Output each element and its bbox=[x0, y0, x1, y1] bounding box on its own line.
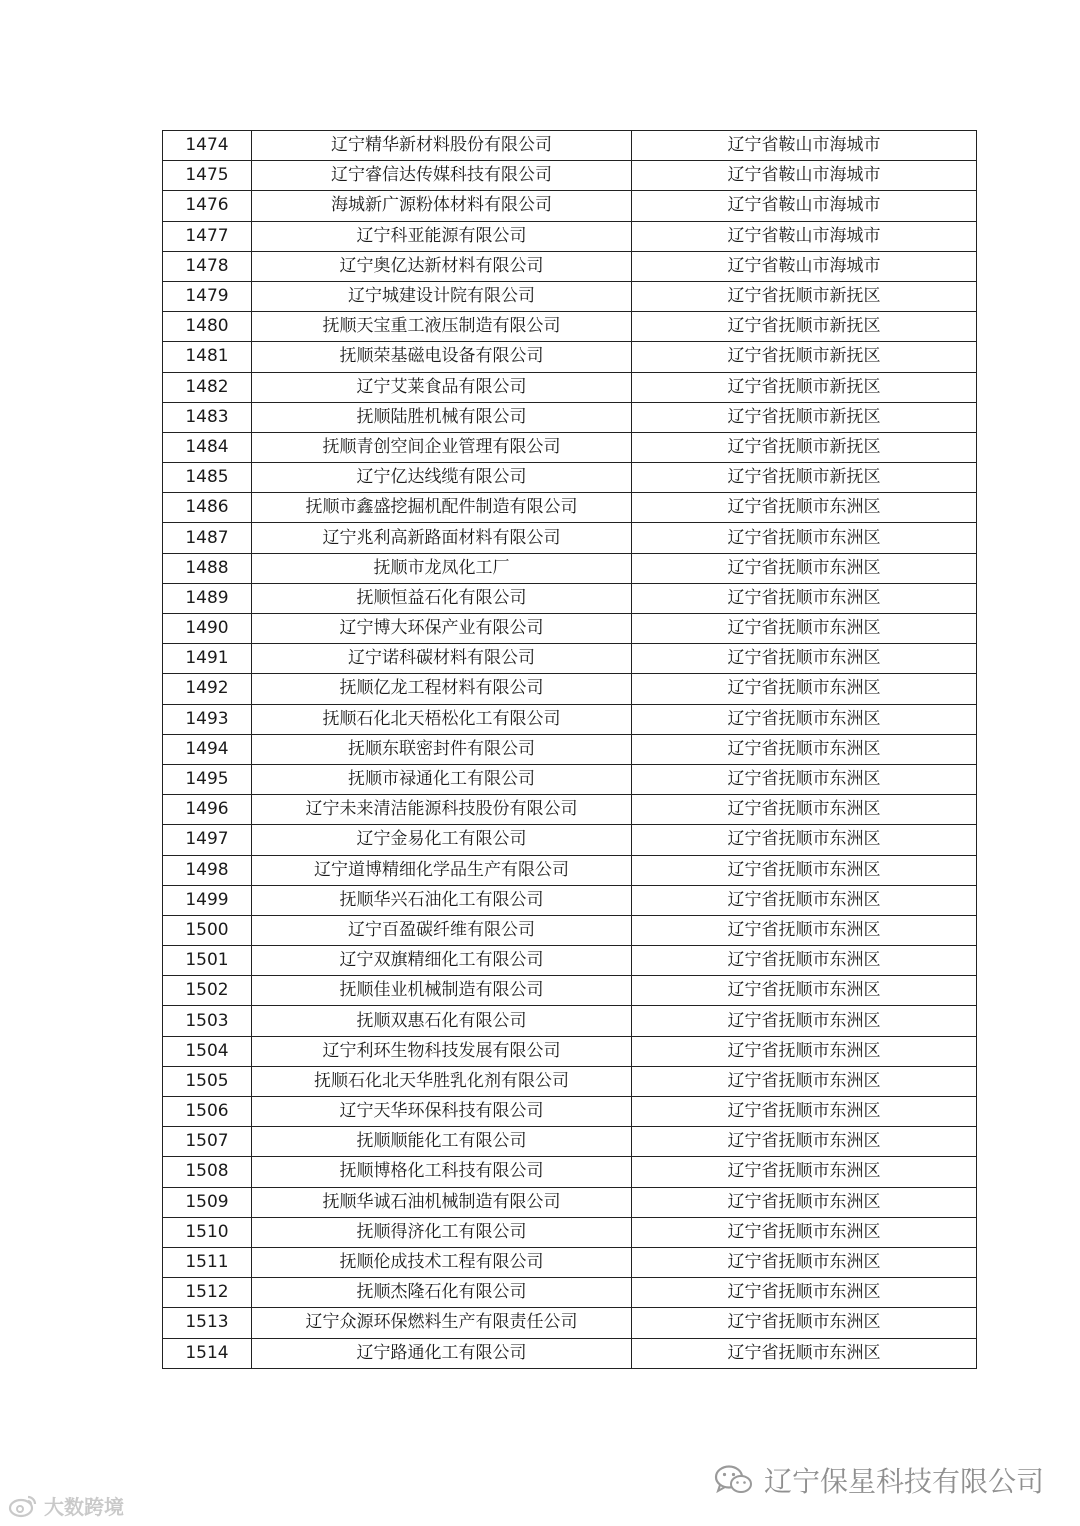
row-number-cell: 1495 bbox=[163, 764, 252, 794]
location-cell: 辽宁省抚顺市新抚区 bbox=[632, 432, 977, 462]
watermark-right bbox=[714, 1460, 1044, 1500]
company-name-cell: 辽宁兆利高新路面材料有限公司 bbox=[252, 523, 632, 553]
table-row bbox=[163, 795, 977, 825]
row-number-cell: 1497 bbox=[163, 825, 252, 855]
location-cell: 辽宁省抚顺市新抚区 bbox=[632, 312, 977, 342]
location-cell: 辽宁省抚顺市东洲区 bbox=[632, 1066, 977, 1096]
company-name-cell: 辽宁金易化工有限公司 bbox=[252, 825, 632, 855]
location-cell: 辽宁省鞍山市海城市 bbox=[632, 191, 977, 221]
company-name-cell: 抚顺市禄通化工有限公司 bbox=[252, 764, 632, 794]
row-number-cell: 1504 bbox=[163, 1036, 252, 1066]
table-row bbox=[163, 1157, 977, 1187]
table-row bbox=[163, 1187, 977, 1217]
table-row bbox=[163, 976, 977, 1006]
row-number-cell: 1514 bbox=[163, 1338, 252, 1368]
location-cell: 辽宁省抚顺市东洲区 bbox=[632, 1006, 977, 1036]
row-number-cell: 1494 bbox=[163, 734, 252, 764]
location-cell: 辽宁省抚顺市东洲区 bbox=[632, 1217, 977, 1247]
row-number-cell: 1479 bbox=[163, 281, 252, 311]
location-cell: 辽宁省抚顺市东洲区 bbox=[632, 1278, 977, 1308]
row-number-cell: 1482 bbox=[163, 372, 252, 402]
row-number-cell: 1478 bbox=[163, 251, 252, 281]
company-name-cell: 辽宁百盈碳纤维有限公司 bbox=[252, 915, 632, 945]
watermark-right-text: 辽宁保星科技有限公司 bbox=[763, 1465, 1044, 1498]
row-number-cell: 1487 bbox=[163, 523, 252, 553]
company-name-cell: 抚顺华兴石油化工有限公司 bbox=[252, 885, 632, 915]
location-cell: 辽宁省抚顺市东洲区 bbox=[632, 674, 977, 704]
company-name-cell: 辽宁道博精细化学品生产有限公司 bbox=[252, 855, 632, 885]
table-row bbox=[163, 1006, 977, 1036]
company-name-cell: 抚顺石化北天华胜乳化剂有限公司 bbox=[252, 1066, 632, 1096]
row-number-cell: 1490 bbox=[163, 614, 252, 644]
company-name-cell: 辽宁天华环保科技有限公司 bbox=[252, 1097, 632, 1127]
row-number-cell: 1500 bbox=[163, 915, 252, 945]
location-cell: 辽宁省鞍山市海城市 bbox=[632, 131, 977, 161]
table-row bbox=[163, 614, 977, 644]
company-name-cell: 辽宁奥亿达新材料有限公司 bbox=[252, 251, 632, 281]
location-cell: 辽宁省抚顺市东洲区 bbox=[632, 1127, 977, 1157]
row-number-cell: 1481 bbox=[163, 342, 252, 372]
row-number-cell: 1498 bbox=[163, 855, 252, 885]
table-row bbox=[163, 523, 977, 553]
row-number-cell: 1507 bbox=[163, 1127, 252, 1157]
location-cell: 辽宁省抚顺市东洲区 bbox=[632, 583, 977, 613]
table-row bbox=[163, 1217, 977, 1247]
location-cell: 辽宁省抚顺市新抚区 bbox=[632, 402, 977, 432]
table-row bbox=[163, 734, 977, 764]
row-number-cell: 1474 bbox=[163, 131, 252, 161]
company-name-cell: 抚顺双惠石化有限公司 bbox=[252, 1006, 632, 1036]
company-name-cell: 辽宁路通化工有限公司 bbox=[252, 1338, 632, 1368]
row-number-cell: 1508 bbox=[163, 1157, 252, 1187]
company-name-cell: 辽宁科亚能源有限公司 bbox=[252, 221, 632, 251]
company-name-cell: 抚顺得济化工有限公司 bbox=[252, 1217, 632, 1247]
company-name-cell: 辽宁亿达线缆有限公司 bbox=[252, 463, 632, 493]
company-name-cell: 辽宁众源环保燃料生产有限责任公司 bbox=[252, 1308, 632, 1338]
company-name-cell: 辽宁双旗精细化工有限公司 bbox=[252, 946, 632, 976]
row-number-cell: 1499 bbox=[163, 885, 252, 915]
row-number-cell: 1501 bbox=[163, 946, 252, 976]
company-name-cell: 抚顺顺能化工有限公司 bbox=[252, 1127, 632, 1157]
location-cell: 辽宁省抚顺市东洲区 bbox=[632, 1247, 977, 1277]
watermark-left bbox=[8, 1491, 124, 1520]
location-cell: 辽宁省鞍山市海城市 bbox=[632, 221, 977, 251]
location-cell: 辽宁省抚顺市东洲区 bbox=[632, 795, 977, 825]
company-name-cell: 辽宁诺科碳材料有限公司 bbox=[252, 644, 632, 674]
location-cell: 辽宁省抚顺市东洲区 bbox=[632, 704, 977, 734]
location-cell: 辽宁省抚顺市东洲区 bbox=[632, 734, 977, 764]
row-number-cell: 1509 bbox=[163, 1187, 252, 1217]
location-cell: 辽宁省抚顺市东洲区 bbox=[632, 493, 977, 523]
table-row bbox=[163, 825, 977, 855]
table-row bbox=[163, 1308, 977, 1338]
row-number-cell: 1512 bbox=[163, 1278, 252, 1308]
table-row bbox=[163, 915, 977, 945]
table-row bbox=[163, 432, 977, 462]
company-name-cell: 抚顺市龙凤化工厂 bbox=[252, 553, 632, 583]
table-row bbox=[163, 372, 977, 402]
table-row bbox=[163, 1036, 977, 1066]
company-name-cell: 海城新广源粉体材料有限公司 bbox=[252, 191, 632, 221]
table-row bbox=[163, 221, 977, 251]
table-row bbox=[163, 191, 977, 221]
company-name-cell: 辽宁睿信达传媒科技有限公司 bbox=[252, 161, 632, 191]
row-number-cell: 1489 bbox=[163, 583, 252, 613]
location-cell: 辽宁省抚顺市新抚区 bbox=[632, 281, 977, 311]
row-number-cell: 1510 bbox=[163, 1217, 252, 1247]
table-row bbox=[163, 674, 977, 704]
row-number-cell: 1476 bbox=[163, 191, 252, 221]
row-number-cell: 1486 bbox=[163, 493, 252, 523]
company-name-cell: 抚顺市鑫盛挖掘机配件制造有限公司 bbox=[252, 493, 632, 523]
table-row bbox=[163, 1066, 977, 1096]
table-row bbox=[163, 1247, 977, 1277]
table-row bbox=[163, 161, 977, 191]
row-number-cell: 1506 bbox=[163, 1097, 252, 1127]
company-name-cell: 抚顺青创空间企业管理有限公司 bbox=[252, 432, 632, 462]
company-name-cell: 辽宁博大环保产业有限公司 bbox=[252, 614, 632, 644]
company-name-cell: 抚顺杰隆石化有限公司 bbox=[252, 1278, 632, 1308]
location-cell: 辽宁省抚顺市东洲区 bbox=[632, 946, 977, 976]
table-row bbox=[163, 1127, 977, 1157]
location-cell: 辽宁省抚顺市东洲区 bbox=[632, 644, 977, 674]
table-row bbox=[163, 281, 977, 311]
company-name-cell: 抚顺佳业机械制造有限公司 bbox=[252, 976, 632, 1006]
table-row bbox=[163, 885, 977, 915]
table-row bbox=[163, 493, 977, 523]
location-cell: 辽宁省抚顺市东洲区 bbox=[632, 1338, 977, 1368]
table-row bbox=[163, 644, 977, 674]
row-number-cell: 1493 bbox=[163, 704, 252, 734]
location-cell: 辽宁省抚顺市东洲区 bbox=[632, 614, 977, 644]
location-cell: 辽宁省抚顺市新抚区 bbox=[632, 372, 977, 402]
location-cell: 辽宁省鞍山市海城市 bbox=[632, 161, 977, 191]
company-name-cell: 抚顺伦成技术工程有限公司 bbox=[252, 1247, 632, 1277]
location-cell: 辽宁省抚顺市东洲区 bbox=[632, 523, 977, 553]
table-row bbox=[163, 946, 977, 976]
location-cell: 辽宁省抚顺市东洲区 bbox=[632, 1036, 977, 1066]
company-name-cell: 辽宁未来清洁能源科技股份有限公司 bbox=[252, 795, 632, 825]
table-row bbox=[163, 583, 977, 613]
company-name-cell: 抚顺恒益石化有限公司 bbox=[252, 583, 632, 613]
weibo-logo-icon bbox=[8, 1494, 38, 1518]
company-name-cell: 抚顺荣基磁电设备有限公司 bbox=[252, 342, 632, 372]
wechat-logo-icon bbox=[714, 1464, 754, 1496]
watermark-left-text: 大数跨境 bbox=[44, 1495, 124, 1519]
company-name-cell: 辽宁艾莱食品有限公司 bbox=[252, 372, 632, 402]
location-cell: 辽宁省抚顺市东洲区 bbox=[632, 1187, 977, 1217]
company-name-cell: 辽宁城建设计院有限公司 bbox=[252, 281, 632, 311]
row-number-cell: 1483 bbox=[163, 402, 252, 432]
location-cell: 辽宁省抚顺市东洲区 bbox=[632, 1157, 977, 1187]
row-number-cell: 1485 bbox=[163, 463, 252, 493]
company-name-cell: 辽宁精华新材料股份有限公司 bbox=[252, 131, 632, 161]
company-name-cell: 抚顺亿龙工程材料有限公司 bbox=[252, 674, 632, 704]
location-cell: 辽宁省抚顺市东洲区 bbox=[632, 915, 977, 945]
row-number-cell: 1488 bbox=[163, 553, 252, 583]
row-number-cell: 1502 bbox=[163, 976, 252, 1006]
location-cell: 辽宁省抚顺市东洲区 bbox=[632, 553, 977, 583]
company-name-cell: 辽宁利环生物科技发展有限公司 bbox=[252, 1036, 632, 1066]
location-cell: 辽宁省抚顺市东洲区 bbox=[632, 855, 977, 885]
table-body bbox=[163, 131, 977, 1369]
location-cell: 辽宁省鞍山市海城市 bbox=[632, 251, 977, 281]
table-row bbox=[163, 704, 977, 734]
company-list-table bbox=[162, 130, 977, 1369]
row-number-cell: 1475 bbox=[163, 161, 252, 191]
table-row bbox=[163, 1338, 977, 1368]
company-name-cell: 抚顺石化北天梧松化工有限公司 bbox=[252, 704, 632, 734]
table-row bbox=[163, 764, 977, 794]
location-cell: 辽宁省抚顺市东洲区 bbox=[632, 825, 977, 855]
table-row bbox=[163, 342, 977, 372]
company-name-cell: 抚顺东联密封件有限公司 bbox=[252, 734, 632, 764]
location-cell: 辽宁省抚顺市东洲区 bbox=[632, 1308, 977, 1338]
table-row bbox=[163, 312, 977, 342]
location-cell: 辽宁省抚顺市东洲区 bbox=[632, 976, 977, 1006]
table-row bbox=[163, 251, 977, 281]
row-number-cell: 1477 bbox=[163, 221, 252, 251]
company-name-cell: 抚顺陆胜机械有限公司 bbox=[252, 402, 632, 432]
table-row bbox=[163, 131, 977, 161]
row-number-cell: 1492 bbox=[163, 674, 252, 704]
location-cell: 辽宁省抚顺市东洲区 bbox=[632, 885, 977, 915]
table-row bbox=[163, 402, 977, 432]
table-row bbox=[163, 855, 977, 885]
row-number-cell: 1491 bbox=[163, 644, 252, 674]
row-number-cell: 1513 bbox=[163, 1308, 252, 1338]
row-number-cell: 1505 bbox=[163, 1066, 252, 1096]
location-cell: 辽宁省抚顺市新抚区 bbox=[632, 342, 977, 372]
table-row bbox=[163, 463, 977, 493]
location-cell: 辽宁省抚顺市新抚区 bbox=[632, 463, 977, 493]
row-number-cell: 1511 bbox=[163, 1247, 252, 1277]
table-row bbox=[163, 1097, 977, 1127]
row-number-cell: 1496 bbox=[163, 795, 252, 825]
company-name-cell: 抚顺华诚石油机械制造有限公司 bbox=[252, 1187, 632, 1217]
row-number-cell: 1484 bbox=[163, 432, 252, 462]
table-row bbox=[163, 1278, 977, 1308]
location-cell: 辽宁省抚顺市东洲区 bbox=[632, 764, 977, 794]
table-row bbox=[163, 553, 977, 583]
row-number-cell: 1480 bbox=[163, 312, 252, 342]
company-name-cell: 抚顺天宝重工液压制造有限公司 bbox=[252, 312, 632, 342]
company-name-cell: 抚顺博格化工科技有限公司 bbox=[252, 1157, 632, 1187]
location-cell: 辽宁省抚顺市东洲区 bbox=[632, 1097, 977, 1127]
row-number-cell: 1503 bbox=[163, 1006, 252, 1036]
